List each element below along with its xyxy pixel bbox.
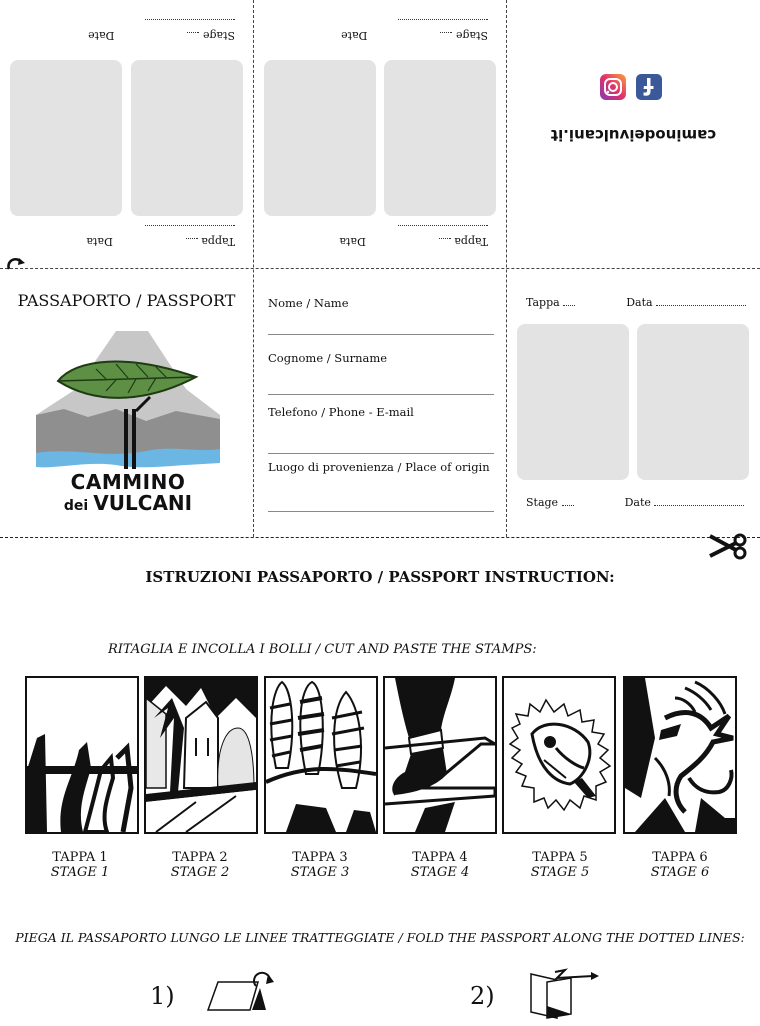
tappa-data-row bbox=[526, 296, 756, 309]
fold-step-2-icon bbox=[527, 966, 601, 1022]
stamp-illustration-3[interactable] bbox=[264, 676, 378, 834]
stamp-illustration-4[interactable] bbox=[383, 676, 497, 834]
stage-label: STAGE 2 bbox=[170, 865, 230, 880]
origin-label: Luogo di provenienza / Place of origin bbox=[268, 460, 490, 474]
date-label: Date bbox=[624, 496, 651, 509]
stage-date-row bbox=[526, 496, 756, 509]
date-label: Date bbox=[341, 29, 368, 42]
tappa-label: TAPPA 3 bbox=[292, 850, 348, 865]
stage-date-row bbox=[263, 16, 488, 42]
stage-label: STAGE 3 bbox=[290, 865, 350, 880]
social-icons bbox=[598, 70, 662, 100]
logo-dei: dei bbox=[63, 498, 89, 514]
stamp-slot[interactable] bbox=[264, 60, 376, 216]
stamp-slot[interactable] bbox=[517, 324, 629, 480]
instagram-icon[interactable] bbox=[600, 74, 626, 100]
surname-field[interactable] bbox=[268, 394, 494, 395]
stamp-caption-3 bbox=[263, 850, 377, 880]
stage-panel bbox=[507, 269, 760, 537]
data-label: Data bbox=[86, 235, 113, 248]
stage-label: STAGE 5 bbox=[530, 865, 590, 880]
stamp-slot[interactable] bbox=[131, 60, 243, 216]
data-label: Data bbox=[626, 296, 653, 309]
top-left-panel bbox=[0, 0, 253, 268]
fold-step-1-icon bbox=[206, 970, 276, 1012]
cut-line bbox=[0, 537, 760, 538]
name-field[interactable] bbox=[268, 334, 494, 335]
tappa-label: Tappa bbox=[526, 296, 560, 309]
stamp-caption-1 bbox=[23, 850, 137, 880]
website-text[interactable]: caminodeivulcani.it bbox=[550, 126, 717, 144]
facebook-icon[interactable] bbox=[636, 74, 662, 100]
data-label: Data bbox=[339, 235, 366, 248]
stamp-illustration-6[interactable] bbox=[623, 676, 737, 834]
stage-label: STAGE 4 bbox=[410, 865, 470, 880]
stage-label: STAGE 1 bbox=[50, 865, 110, 880]
date-label: Date bbox=[88, 29, 115, 42]
tappa-label: TAPPA 6 bbox=[652, 850, 708, 865]
top-middle-panel bbox=[254, 0, 506, 268]
personal-data-form bbox=[254, 269, 506, 537]
origin-field[interactable] bbox=[268, 511, 494, 512]
surname-label: Cognome / Surname bbox=[268, 351, 388, 365]
stamp-slot[interactable] bbox=[384, 60, 496, 216]
stamp-caption-2 bbox=[143, 850, 257, 880]
name-label: Nome / Name bbox=[268, 296, 349, 310]
cut-paste-instruction: RITAGLIA E INCOLLA I BOLLI / CUT AND PASTE THE STAMPS: bbox=[108, 642, 537, 657]
stage-label: STAGE 6 bbox=[650, 865, 710, 880]
tappa-data-row bbox=[10, 222, 235, 248]
tappa-label: Tappa bbox=[201, 235, 235, 248]
stage-date-row bbox=[10, 16, 235, 42]
stamp-caption-6 bbox=[623, 850, 737, 880]
step-2-label: 2) bbox=[470, 982, 495, 1010]
stage-label: Stage bbox=[526, 496, 559, 509]
passport-cover-panel bbox=[0, 269, 253, 537]
stage-label: Stage bbox=[455, 29, 488, 42]
step-1-label: 1) bbox=[150, 982, 175, 1010]
stamp-caption-4 bbox=[383, 850, 497, 880]
stamp-slot[interactable] bbox=[10, 60, 122, 216]
logo-vulcani: VULCANI bbox=[93, 491, 193, 515]
tappa-label: TAPPA 2 bbox=[172, 850, 228, 865]
logo-line1: CAMMINO bbox=[70, 470, 186, 494]
tappa-label: TAPPA 4 bbox=[412, 850, 468, 865]
instructions-heading: ISTRUZIONI PASSAPORTO / PASSPORT INSTRUCTION: bbox=[145, 568, 615, 586]
logo-line2 bbox=[36, 491, 220, 515]
tappa-label: TAPPA 5 bbox=[532, 850, 588, 865]
tappa-label: Tappa bbox=[454, 235, 488, 248]
stamp-illustration-2[interactable] bbox=[144, 676, 258, 834]
stamp-slot[interactable] bbox=[637, 324, 749, 480]
passport-title: PASSAPORTO / PASSPORT bbox=[17, 291, 236, 310]
stamp-illustration-1[interactable] bbox=[25, 676, 139, 834]
stage-label: Stage bbox=[202, 29, 235, 42]
tappa-data-row bbox=[263, 222, 488, 248]
phone-label: Telefono / Phone - E-mail bbox=[268, 405, 414, 419]
stamp-caption-5 bbox=[503, 850, 617, 880]
back-cover-panel bbox=[507, 0, 760, 268]
fold-instruction: PIEGA IL PASSAPORTO LUNGO LE LINEE TRATTEGGIATE / FOLD THE PASSPORT ALONG THE DOTTED LINES: bbox=[15, 930, 745, 945]
tappa-label: TAPPA 1 bbox=[52, 850, 108, 865]
stamp-illustration-5[interactable] bbox=[502, 676, 616, 834]
phone-field[interactable] bbox=[268, 453, 494, 454]
